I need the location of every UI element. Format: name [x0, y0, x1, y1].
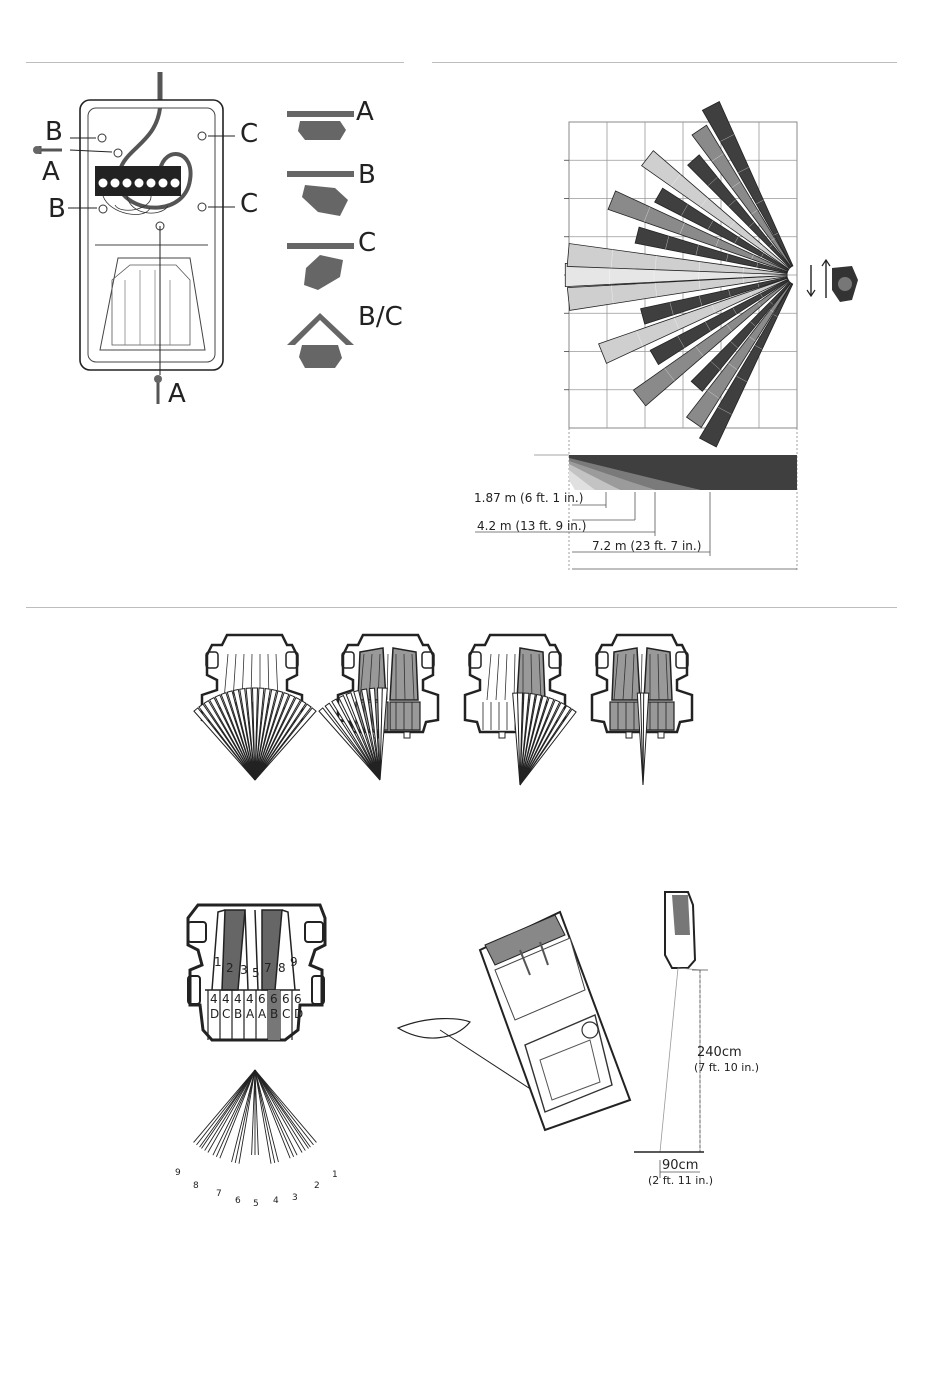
label-a-top: A — [42, 157, 60, 187]
mask-segment — [644, 702, 674, 730]
zone-code-number: 6 — [294, 992, 302, 1006]
fan-number: 5 — [253, 1199, 259, 1209]
fan-beam — [255, 1070, 305, 1151]
zone-code-letter: D — [294, 1007, 304, 1021]
zone-code-letter: A — [258, 1007, 267, 1021]
zone-number: 3 — [240, 963, 248, 977]
fan-number: 9 — [175, 1168, 181, 1178]
zone-code-number: 4 — [234, 992, 242, 1006]
fan-beam — [643, 693, 649, 785]
zone-code-number: 6 — [270, 992, 278, 1006]
fan-number: 2 — [314, 1181, 320, 1191]
fan-number: 7 — [216, 1189, 222, 1199]
zone-code-number: 6 — [282, 992, 290, 1006]
mount-option-b-icon — [287, 171, 354, 216]
zone-code-number: 6 — [258, 992, 266, 1006]
zone-number: 5 — [252, 966, 260, 980]
zone-number: 9 — [290, 955, 298, 969]
zone-code-letter: A — [246, 1007, 255, 1021]
screw-icon — [154, 375, 162, 404]
mask-clip — [499, 732, 505, 738]
fan-number: 3 — [292, 1193, 298, 1203]
sensor-base-wiring — [68, 72, 235, 375]
mask-clip — [626, 732, 632, 738]
zone-number: 8 — [278, 961, 286, 975]
distance-label: 90cm — [662, 1158, 699, 1173]
mount-option-bc-label: B/C — [358, 302, 403, 332]
numbered-beam-fan — [175, 1070, 338, 1209]
zone-code-number: 4 — [246, 992, 254, 1006]
label-c-top: C — [240, 119, 259, 149]
zone-code-letter: B — [270, 1007, 279, 1021]
mount-option-bc-icon — [287, 313, 354, 368]
zone-number: 2 — [226, 961, 234, 975]
fan-beam — [205, 1070, 255, 1151]
detector-perspective — [398, 912, 630, 1130]
zone-code-number: 4 — [210, 992, 218, 1006]
distance-sub-label: (2 ft. 11 in.) — [648, 1174, 714, 1187]
height-label: 240cm — [697, 1045, 742, 1060]
zone-number: 7 — [264, 961, 272, 975]
mount-option-c-label: C — [358, 228, 377, 258]
label-b-bottom: B — [48, 194, 66, 224]
zone-code-letter: C — [222, 1007, 231, 1021]
distance-label-1: 1.87 m (6 ft. 1 in.) — [474, 491, 584, 505]
distance-label-3: 7.2 m (23 ft. 7 in.) — [592, 539, 702, 553]
fan-number: 4 — [273, 1196, 279, 1206]
distance-label-2: 4.2 m (13 ft. 9 in.) — [477, 519, 587, 533]
fan-number: 8 — [193, 1181, 199, 1191]
fan-beam — [197, 1070, 255, 1145]
zone-code-letter: D — [210, 1007, 220, 1021]
zone-code-letter: B — [234, 1007, 243, 1021]
mounting-height-diagram — [634, 892, 708, 1178]
fan-beam — [255, 1070, 294, 1157]
zone-code-letter: C — [282, 1007, 291, 1021]
label-b-top: B — [45, 117, 63, 147]
label-a-bottom: A — [168, 379, 186, 409]
screw-icon — [33, 146, 62, 154]
fan-beam — [216, 1070, 255, 1157]
mount-option-c-icon — [287, 243, 354, 290]
detector-icon — [807, 260, 858, 302]
zone-number: 1 — [214, 955, 222, 969]
zone-code-number: 4 — [222, 992, 230, 1006]
mount-option-a-icon — [287, 111, 354, 140]
height-sub-label: (7 ft. 10 in.) — [694, 1061, 760, 1074]
fan-number: 6 — [235, 1196, 241, 1206]
mask-clip — [658, 732, 664, 738]
mask-segment — [390, 702, 420, 730]
label-c-bottom: C — [240, 189, 259, 219]
mask-clip — [404, 732, 410, 738]
mount-option-a-label: A — [356, 97, 374, 127]
fan-number: 1 — [332, 1170, 338, 1180]
mount-option-b-label: B — [358, 160, 376, 190]
fan-beam — [255, 1070, 313, 1145]
